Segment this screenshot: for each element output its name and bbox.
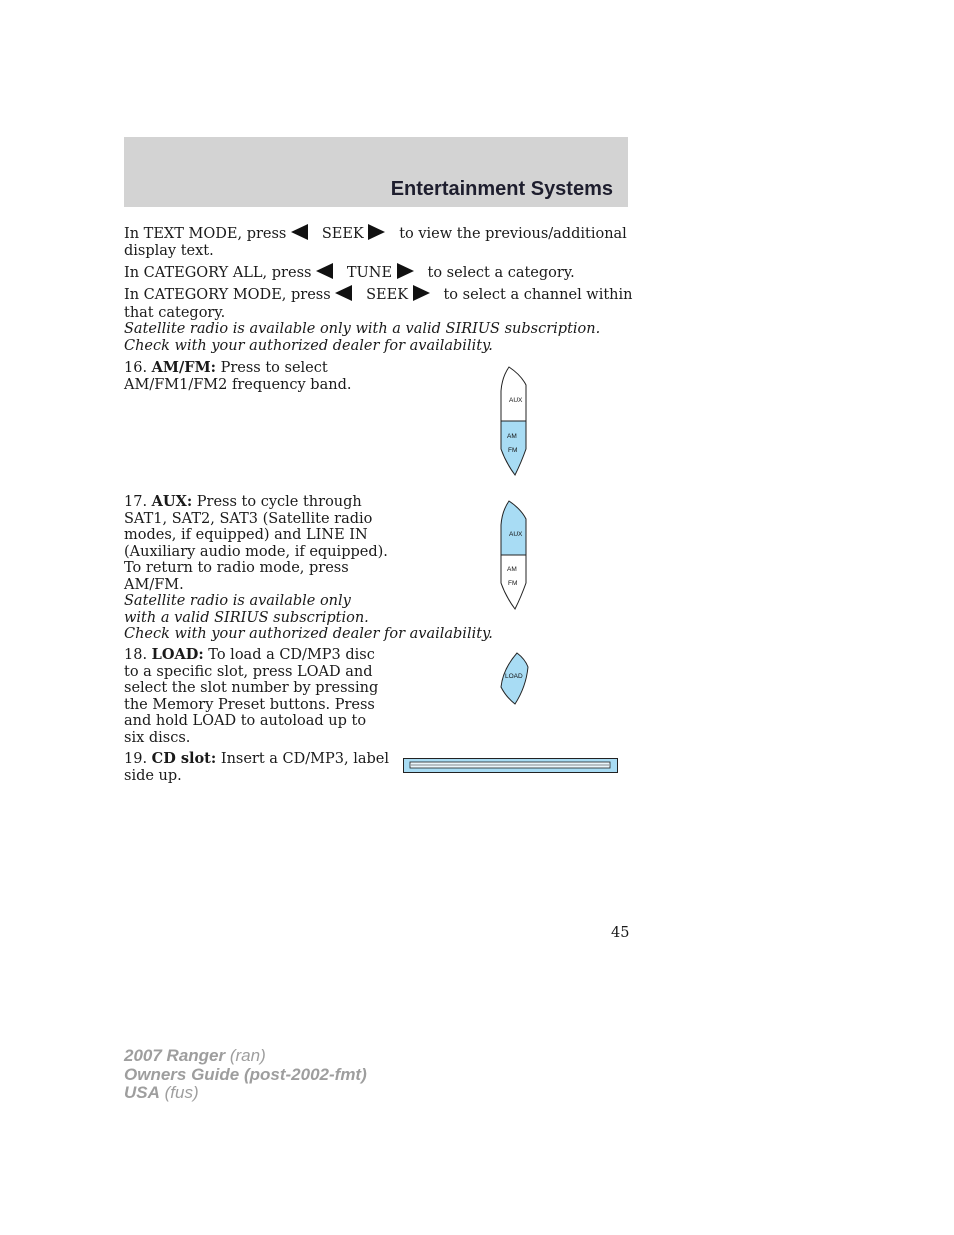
seek-label: SEEK [321,226,364,242]
category-mode-line2: that category. [124,305,226,321]
cd-slot-figure [403,758,619,774]
seek-label: SEEK [366,287,409,303]
text-mode-line2: display text. [124,243,214,259]
page-number: 45 [611,925,630,941]
section-title: Entertainment Systems [390,178,613,200]
item-load: 18. LOAD: To load a CD/MP3 disc to a specific slot, press LOAD and select the slot number by pressing the Memory Preset buttons. Press and hold LOAD to autoload up to six discs. [124,646,379,746]
tune-label: TUNE [346,265,393,281]
aux-button-shape [501,367,526,423]
am-fm-button-figure [499,365,529,477]
category-all-line: In CATEGORY ALL, press TUNE to select a category. [124,265,575,281]
load-label: LOAD [505,673,523,680]
footer [124,1047,367,1103]
fm-label: FM [508,447,518,454]
item-am-fm: 16. AM/FM: Press to select AM/FM1/FM2 frequency band. [124,359,352,393]
aux-term: AUX: [151,493,193,510]
tune-left-arrow-icon [316,263,333,279]
seek-left-arrow-icon [291,224,308,240]
seek-right-arrow-icon [413,285,430,301]
category-mode-line: In CATEGORY MODE, press SEEK to select a channel within [124,287,633,303]
note-line: Satellite radio is available only with a valid SIRIUS subscription. [124,321,601,337]
footer-line-1: 2007 Ranger (ran) [124,1046,266,1065]
footer-line-2: Owners Guide (post-2002-fmt) [124,1064,367,1084]
seek-right-arrow-icon [368,224,385,240]
load-term: LOAD: [151,646,204,663]
item-cd-slot: 19. CD slot: Insert a CD/MP3, label side up. [124,750,389,784]
am-fm-term: AM/FM: [151,359,216,376]
am-label: AM [507,433,517,440]
seek-left-arrow-icon [335,285,352,301]
item-aux: 17. AUX: Press to cycle through SAT1, SAT2, SAT3 (Satellite radio modes, if equipped) and LINE IN (Auxiliary audio mode, if equipped). To return to radio mode, press AM/FM. Satellite radio is available only with a valid SIRIUS subscription. Check with your authorized dealer for availability. [124,493,493,642]
load-button-figure [499,651,531,707]
fm-label: FM [508,580,518,587]
footer-line-3: USA (fus) [124,1083,199,1102]
aux-label: AUX [509,397,523,404]
aux-button-figure [499,499,529,611]
tune-right-arrow-icon [397,263,414,279]
aux-label: AUX [509,531,523,538]
note-line: Check with your authorized dealer for availability. [124,338,493,354]
aux-button-highlighted [501,501,526,557]
cd-slot-term: CD slot: [151,750,217,767]
section-header-bar [124,137,628,207]
text-mode-line: In TEXT MODE, press SEEK to view the previous/additional [124,226,627,242]
am-label: AM [507,566,517,573]
